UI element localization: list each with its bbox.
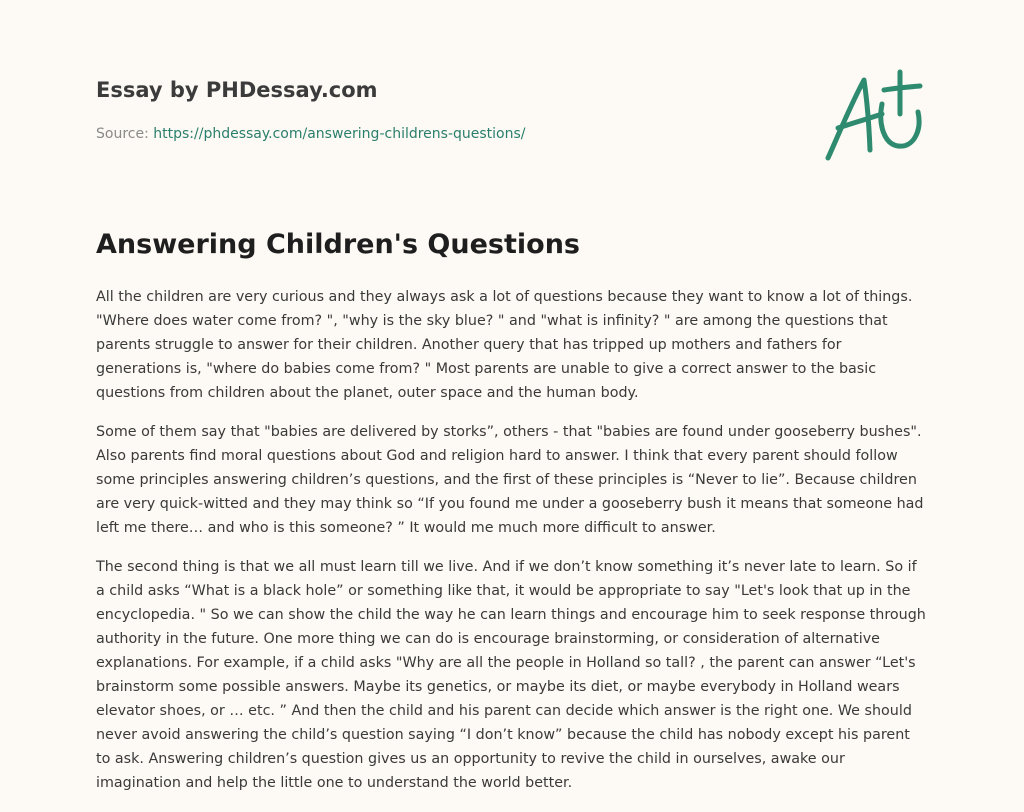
essay-title: Answering Children's Questions [96, 229, 580, 260]
source-label: Source: [96, 126, 154, 142]
site-brand: Essay by PHDessay.com [96, 78, 378, 102]
page-header [96, 76, 796, 144]
source-line [96, 124, 796, 144]
essay-paragraph: All the children are very curious and they always ask a lot of questions because they want to know a lot of things. "Where does water come from? ", "why is the sky blue? " and "what is infinity? " are among the questions that parents struggle to answer for their children. Another query that has tripped up mothers and fathers for generations is, "where do babies come from? " Most parents are unable to give a correct answer to the basic questions from children about the planet, outer space and the human body. [96, 289, 913, 401]
essay-paragraph: Some of them say that "babies are delivered by storks”, others - that "babies are found under gooseberry bushes". Also parents find moral questions about God and religion hard to answer. I think that every parent should follow some principles answering children’s questions, and the first of these principles is “Never to lie”. Because children are very quick-witted and they may think so “If you found me under a gooseberry bush it means that someone had left me there… and who is this someone? ” It would me much more difficult to answer. [96, 424, 924, 536]
source-link[interactable]: https://phdessay.com/answering-childrens-questions/ [153, 126, 526, 142]
a-plus-logo-icon [820, 66, 930, 166]
essay-body [96, 285, 926, 810]
essay-paragraph: The second thing is that we all must learn till we live. And if we don’t know something it’s never late to learn. So if a child asks “What is a black hole” or something like that, it would be appropriate to say "Let's look that up in the encyclopedia. " So we can show the child the way he can learn things and encourage him to seek response through authority in the future. One more thing we can do is encourage brainstorming, or consideration of alternative explanations. For example, if a child asks "Why are all the people in Holland so tall? , the parent can answer “Let's brainstorm some possible answers. Maybe its genetics, or maybe its diet, or maybe everybody in Holland wears elevator shoes, or … etc. ” And then the child and his parent can decide which answer is the right one. We should never avoid answering the child’s question saying “I don’t know” because the child has nobody except his parent to ask. Answering children’s question gives us an opportunity to revive the child in ourselves, awake our imagination and help the little one to understand the world better. [96, 559, 926, 791]
